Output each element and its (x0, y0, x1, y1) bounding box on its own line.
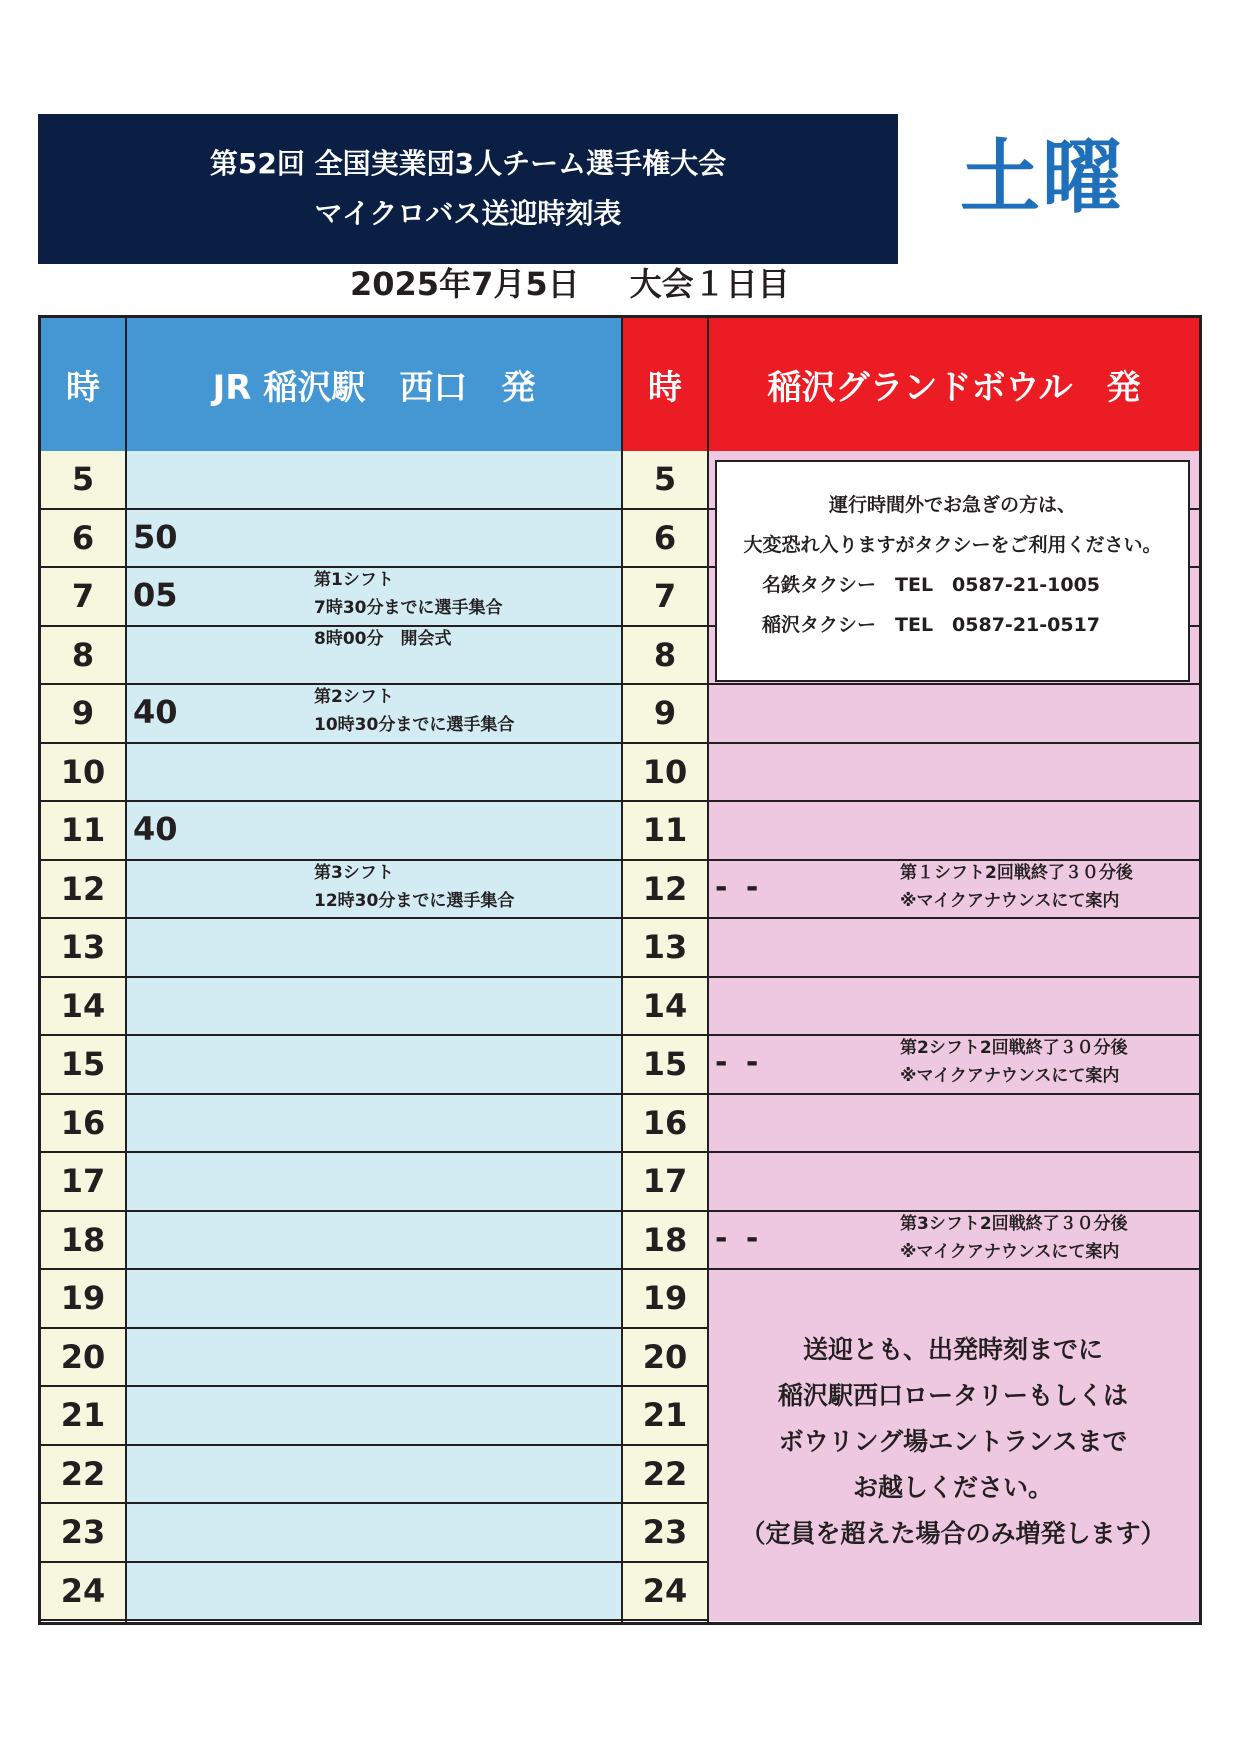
shift-note (314, 566, 503, 622)
hour-cell-left: 13 (41, 919, 125, 978)
column-divider (621, 318, 623, 1622)
shift-note-line: 第1シフト (314, 570, 394, 590)
hour-cell-left: 14 (41, 978, 125, 1037)
hour-cell-left: 11 (41, 802, 125, 861)
hour-cell-left: 12 (41, 861, 125, 920)
hour-cell-right: 18 (623, 1212, 707, 1271)
hour-cell-left: 5 (41, 451, 125, 510)
bottom-note (706, 1327, 1200, 1557)
bottom-note-line: ボウリング場エントランスまで (778, 1427, 1128, 1456)
hour-cell-left: 17 (41, 1153, 125, 1212)
left-departure-cell (127, 1153, 621, 1212)
left-hour-header: 時 (41, 318, 125, 451)
departure-minute: 50 (133, 517, 178, 556)
bottom-note-line: 送迎とも、出発時刻までに (802, 1335, 1103, 1364)
taxi-inazawa: 稲沢タクシー TEL 0587-21-0517 (762, 614, 1101, 636)
info-line-1: 運行時間外でお急ぎの方は、 (828, 494, 1076, 516)
return-dash: - - (715, 1045, 763, 1080)
departure-minute: 40 (133, 693, 178, 731)
hour-cell-right: 23 (623, 1504, 707, 1563)
hour-cell-left: 7 (41, 568, 125, 627)
timetable-title: マイクロバス送迎時刻表 (314, 197, 622, 230)
return-note-line: ※マイクアナウンスにて案内 (900, 1066, 1120, 1086)
event-title: 第52回 全国実業団3人チーム選手権大会 (209, 147, 727, 180)
return-note-line: ※マイクアナウンスにて案内 (900, 890, 1120, 911)
left-departure-cell (127, 802, 621, 861)
hour-cell-left: 21 (41, 1387, 125, 1446)
hour-cell-left: 6 (41, 510, 125, 569)
hour-cell-right: 21 (623, 1387, 707, 1446)
left-station-header: JR 稲沢駅 西口 発 (127, 318, 621, 451)
return-note (900, 1210, 1128, 1266)
hour-cell-right: 7 (623, 568, 707, 627)
right-departure-cell (709, 685, 1199, 744)
date-line (350, 262, 790, 306)
return-note-line: 第１シフト2回戦終了３０分後 (900, 862, 1133, 883)
right-station-header: 稲沢グランドボウル 発 (709, 318, 1199, 451)
return-note-line: 第2シフト2回戦終了３０分後 (900, 1038, 1128, 1058)
hour-cell-right: 14 (623, 978, 707, 1037)
return-dash: - - (715, 1220, 763, 1256)
shift-note-line: 第2シフト (314, 687, 394, 707)
left-departure-cell (127, 978, 621, 1037)
hour-cell-right: 5 (623, 451, 707, 510)
hour-cell-right: 19 (623, 1270, 707, 1329)
hour-cell-left: 16 (41, 1095, 125, 1154)
hour-cell-left: 15 (41, 1036, 125, 1095)
shift-note-line: 第3シフト (314, 862, 394, 883)
departure-minute: 40 (133, 810, 178, 848)
left-departure-cell (127, 1212, 621, 1271)
right-departure-cell (709, 744, 1199, 803)
title-banner (38, 114, 898, 264)
hour-cell-left: 22 (41, 1446, 125, 1505)
left-departure-cell (127, 919, 621, 978)
hour-cell-right: 10 (623, 744, 707, 803)
left-departure-cell (127, 744, 621, 803)
hour-cell-right: 6 (623, 510, 707, 569)
hour-cell-left: 9 (41, 685, 125, 744)
shift-note (314, 625, 452, 653)
return-note (900, 859, 1133, 915)
left-departure-cell (127, 1036, 621, 1095)
right-departure-cell (709, 1153, 1199, 1212)
hour-cell-right: 9 (623, 685, 707, 744)
hour-cell-left: 18 (41, 1212, 125, 1271)
right-departure-cell (709, 919, 1199, 978)
right-departure-cell (709, 802, 1199, 861)
shift-note (314, 859, 514, 915)
left-departure-cell (127, 510, 621, 569)
hour-cell-left: 24 (41, 1563, 125, 1622)
shift-note-line: 10時30分までに選手集合 (314, 715, 515, 735)
return-note-line: 第3シフト2回戦終了３０分後 (900, 1213, 1128, 1234)
hour-cell-right: 13 (623, 919, 707, 978)
right-hour-header: 時 (623, 318, 707, 451)
hour-cell-left: 23 (41, 1504, 125, 1563)
hour-cell-left: 19 (41, 1270, 125, 1329)
return-note (900, 1034, 1128, 1090)
hour-cell-right: 8 (623, 627, 707, 686)
taxi-info-box (715, 460, 1190, 682)
day-of-week: 土曜 (960, 131, 1124, 224)
hour-cell-right: 11 (623, 802, 707, 861)
left-departure-cell (127, 451, 621, 510)
info-line-2: 大変恐れ入りますがタクシーをご利用ください。 (743, 534, 1162, 556)
shift-note-line: 12時30分までに選手集合 (314, 890, 515, 911)
shift-note (314, 683, 514, 739)
return-note-line: ※マイクアナウンスにて案内 (900, 1241, 1120, 1262)
hour-cell-right: 20 (623, 1329, 707, 1388)
hour-cell-right: 12 (623, 861, 707, 920)
hour-cell-left: 8 (41, 627, 125, 686)
hour-cell-right: 15 (623, 1036, 707, 1095)
left-departure-cell (127, 1446, 621, 1505)
shift-note-line: 8時00分 開会式 (314, 628, 452, 649)
hour-cell-right: 24 (623, 1563, 707, 1622)
right-departure-cell (709, 1095, 1199, 1154)
taxi-meitetsu: 名鉄タクシー TEL 0587-21-1005 (762, 574, 1101, 596)
left-departure-cell (127, 1095, 621, 1154)
bottom-note-line: （定員を超えた場合のみ増発します） (740, 1519, 1166, 1548)
shift-note-line: 7時30分までに選手集合 (314, 598, 503, 618)
bottom-note-line: 稲沢駅西口ロータリーもしくは (777, 1381, 1128, 1410)
departure-minute: 05 (133, 576, 178, 614)
bottom-note-line: お越しください。 (852, 1473, 1053, 1502)
left-departure-cell (127, 1387, 621, 1446)
right-departure-cell (709, 978, 1199, 1037)
left-departure-cell (127, 1270, 621, 1329)
left-departure-cell (127, 1563, 621, 1622)
hour-cell-left: 10 (41, 744, 125, 803)
left-departure-cell (127, 1329, 621, 1388)
column-divider (125, 318, 127, 1622)
date: 2025年7月5日 (350, 265, 580, 303)
event-day: 大会１日目 (629, 265, 790, 303)
left-departure-cell (127, 1504, 621, 1563)
hour-cell-left: 20 (41, 1329, 125, 1388)
hour-cell-right: 17 (623, 1153, 707, 1212)
hour-cell-right: 22 (623, 1446, 707, 1505)
hour-cell-right: 16 (623, 1095, 707, 1154)
return-dash: - - (715, 869, 763, 905)
